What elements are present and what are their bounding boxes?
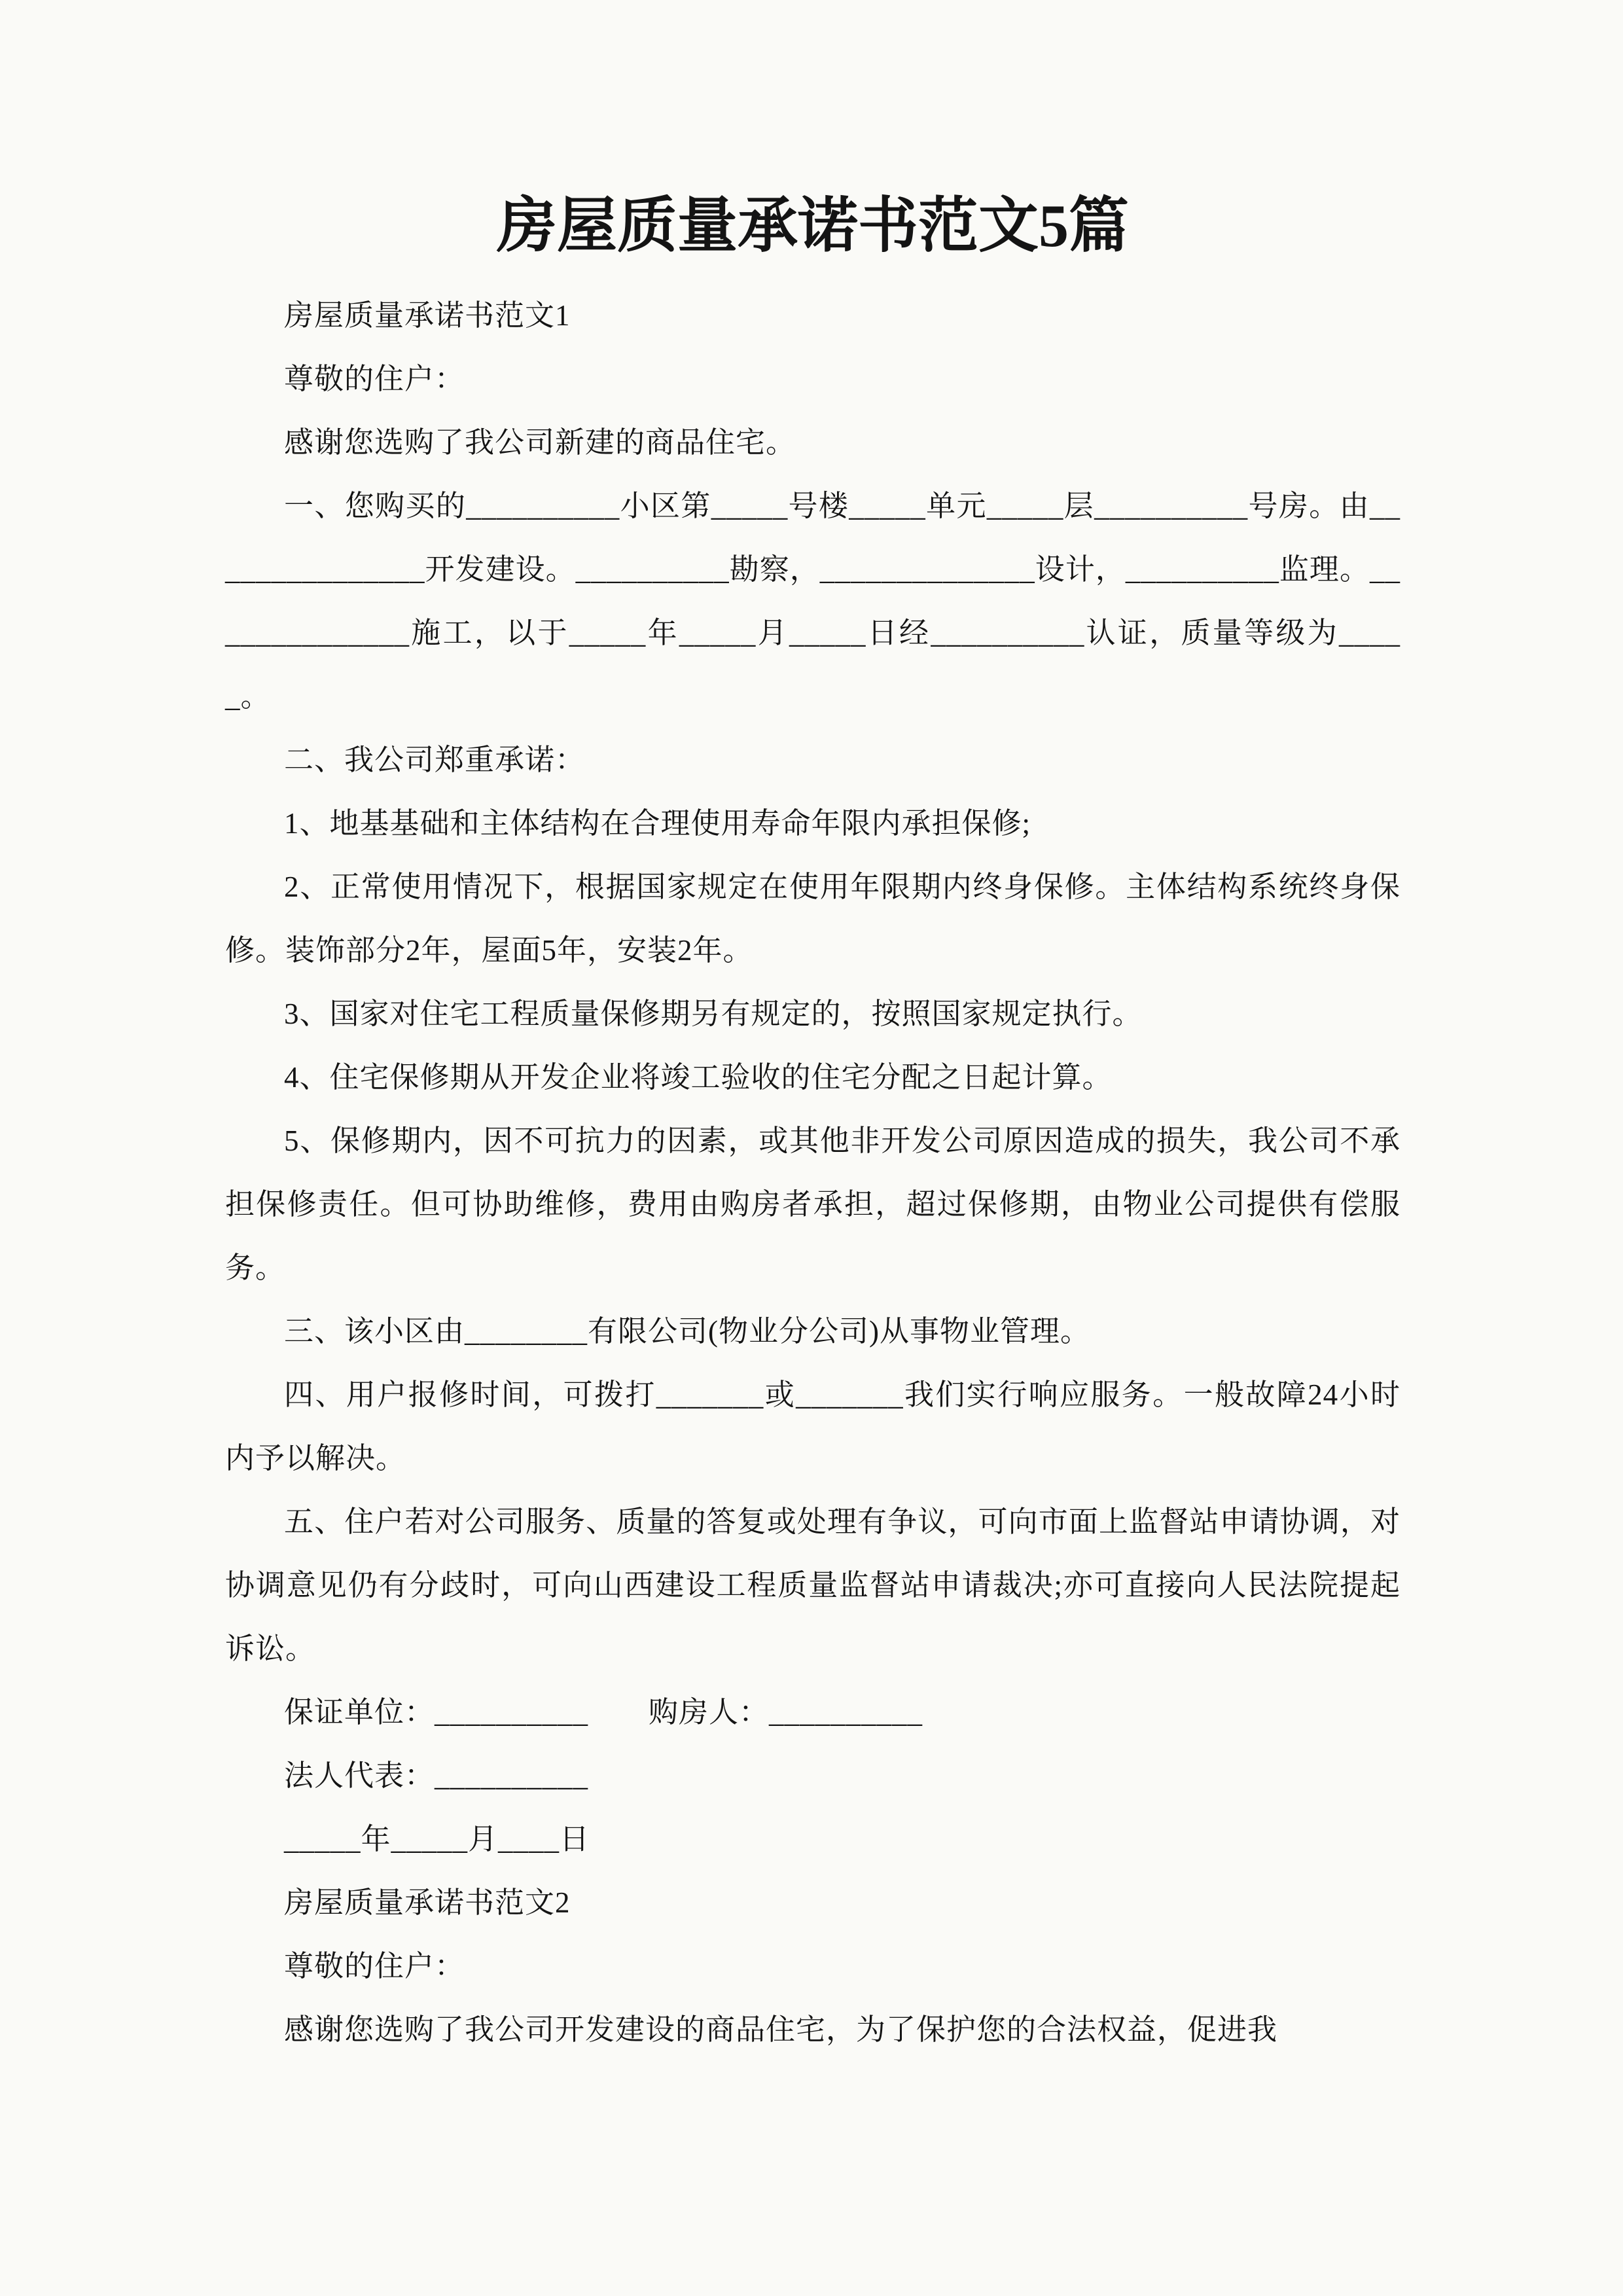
paragraph-date-line: _____年_____月____日 — [284, 1823, 590, 1856]
paragraph-clause-3: 三、该小区由________有限公司(物业分公司)从事物业管理。 — [284, 1315, 1090, 1348]
paragraph-salutation-2: 尊敬的住户： — [284, 1950, 465, 1982]
paragraph-clause-4: 四、用户报修时间，可拨打_______或_______我们实行响应服务。一般故障24小时内予以解决。 — [225, 1378, 1400, 1475]
paragraph-clause-2-item-2: 2、正常使用情况下，根据国家规定在使用年限期内终身保修。主体结构系统终身保修。装饰部分2年，屋面5年，安装2年。 — [225, 870, 1400, 967]
paragraph-clause-1: 一、您购买的__________小区第_____号楼_____单元_____层__________号房。由_______________开发建设。__________勘察，______________设计，__________监理。______________施工，以于_____年_____月_____日经__________认证，质量等级为_____。 — [225, 490, 1400, 713]
paragraph-clause-2-item-4: 4、住宅保修期从开发企业将竣工验收的住宅分配之日起计算。 — [284, 1061, 1113, 1094]
paragraph-section-2-heading: 房屋质量承诺书范文2 — [284, 1886, 571, 1919]
paragraph-intro-2: 感谢您选购了我公司开发建设的商品住宅，为了保护您的合法权益，促进我 — [284, 2013, 1278, 2046]
paragraph-clause-2: 二、我公司郑重承诺： — [284, 744, 586, 776]
paragraph-salutation: 尊敬的住户： — [284, 363, 465, 395]
paragraph-clause-5: 五、住户若对公司服务、质量的答复或处理有争议，可向市面上监督站申请协调，对协调意见仍有分歧时，可向山西建设工程质量监督站申请裁决;亦可直接向人民法院提起诉讼。 — [225, 1505, 1400, 1665]
paragraph-clause-2-item-3: 3、国家对住宅工程质量保修期另有规定的，按照国家规定执行。 — [284, 997, 1143, 1030]
paragraph-legal-representative: 法人代表：__________ — [284, 1759, 589, 1792]
paragraph-clause-2-item-5: 5、保修期内，因不可抗力的因素，或其他非开发公司原因造成的损失，我公司不承担保修责任。但可协助维修，费用由购房者承担，超过保修期，由物业公司提供有偿服务。 — [225, 1124, 1400, 1284]
paragraph-signature-units: 保证单位：__________ 购房人：__________ — [284, 1696, 923, 1729]
paragraph-intro: 感谢您选购了我公司新建的商品住宅。 — [284, 426, 796, 459]
paragraph-clause-2-item-1: 1、地基基础和主体结构在合理使用寿命年限内承担保修; — [284, 807, 1031, 840]
paragraph-section-1-heading: 房屋质量承诺书范文1 — [284, 299, 571, 332]
document-title: 房屋质量承诺书范文5篇 — [496, 192, 1129, 259]
